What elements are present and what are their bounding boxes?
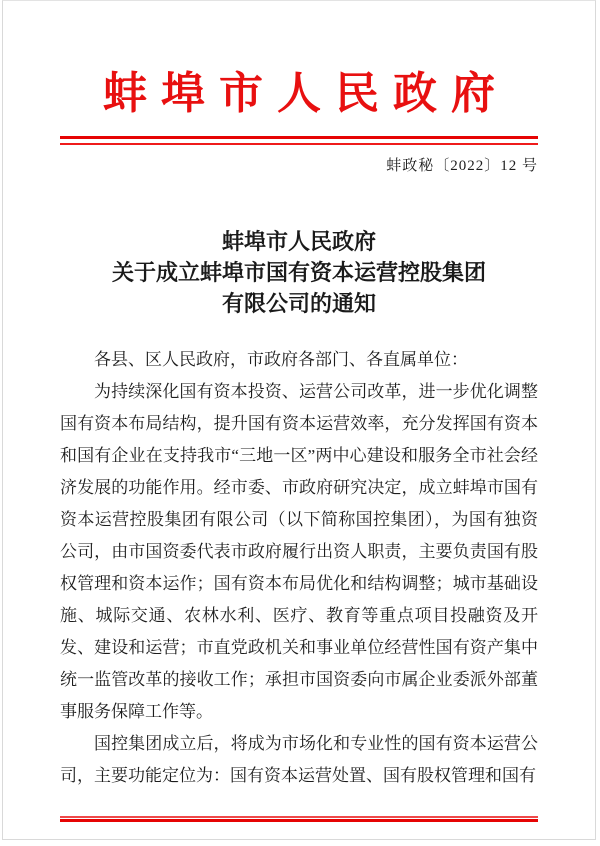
- header-rule-thick: [60, 136, 538, 139]
- document-title-line3: 有限公司的通知: [221, 291, 376, 316]
- document-title-line2: 关于成立蚌埠市国有资本运营控股集团: [111, 260, 486, 285]
- footer-rule-thin: [60, 816, 538, 818]
- footer-rule: [60, 816, 538, 822]
- document-body: [60, 344, 538, 792]
- document-number: 蚌政秘〔2022〕12 号: [386, 158, 538, 174]
- document-title: [60, 226, 538, 319]
- masthead-title: 蚌埠市人民政府: [103, 69, 509, 118]
- header-rule-thin: [60, 143, 538, 145]
- document-title-line1: 蚌埠市人民政府: [221, 229, 376, 254]
- page-content: [3, 69, 595, 840]
- document-page: [2, 0, 596, 840]
- footer-rule-thick: [60, 819, 538, 822]
- body-paragraph-1: 为持续深化国有资本投资、运营公司改革，进一步优化调整国有资本布局结构，提升国有资本运营效率，充分发挥国有资本和国有企业在支持我市“三地一区”两中心建设和服务全市社会经济发展的功能作用。经市委、市政府研究决定，成立蚌埠市国有资本运营控股集团有限公司（以下简称国控集团），为国有独资公司，由市国资委代表市政府履行出资人职责，主要负责国有股权管理和资本运作；国有资本布局优化和结构调整；城市基础设施、城际交通、农林水利、医疗、教育等重点项目投融资及开发、建设和运营；市直党政机关和事业单位经营性国有资产集中统一监管改革的接收工作；承担市国资委向市属企业委派外部董事服务保障工作等。: [60, 382, 538, 721]
- salutation-line: 各县、区人民政府，市政府各部门、各直属单位：: [94, 350, 468, 369]
- body-paragraph-2: 国控集团成立后，将成为市场化和专业性的国有资本运营公司，主要功能定位为：国有资本运营处置、国有股权管理和国有: [60, 734, 538, 785]
